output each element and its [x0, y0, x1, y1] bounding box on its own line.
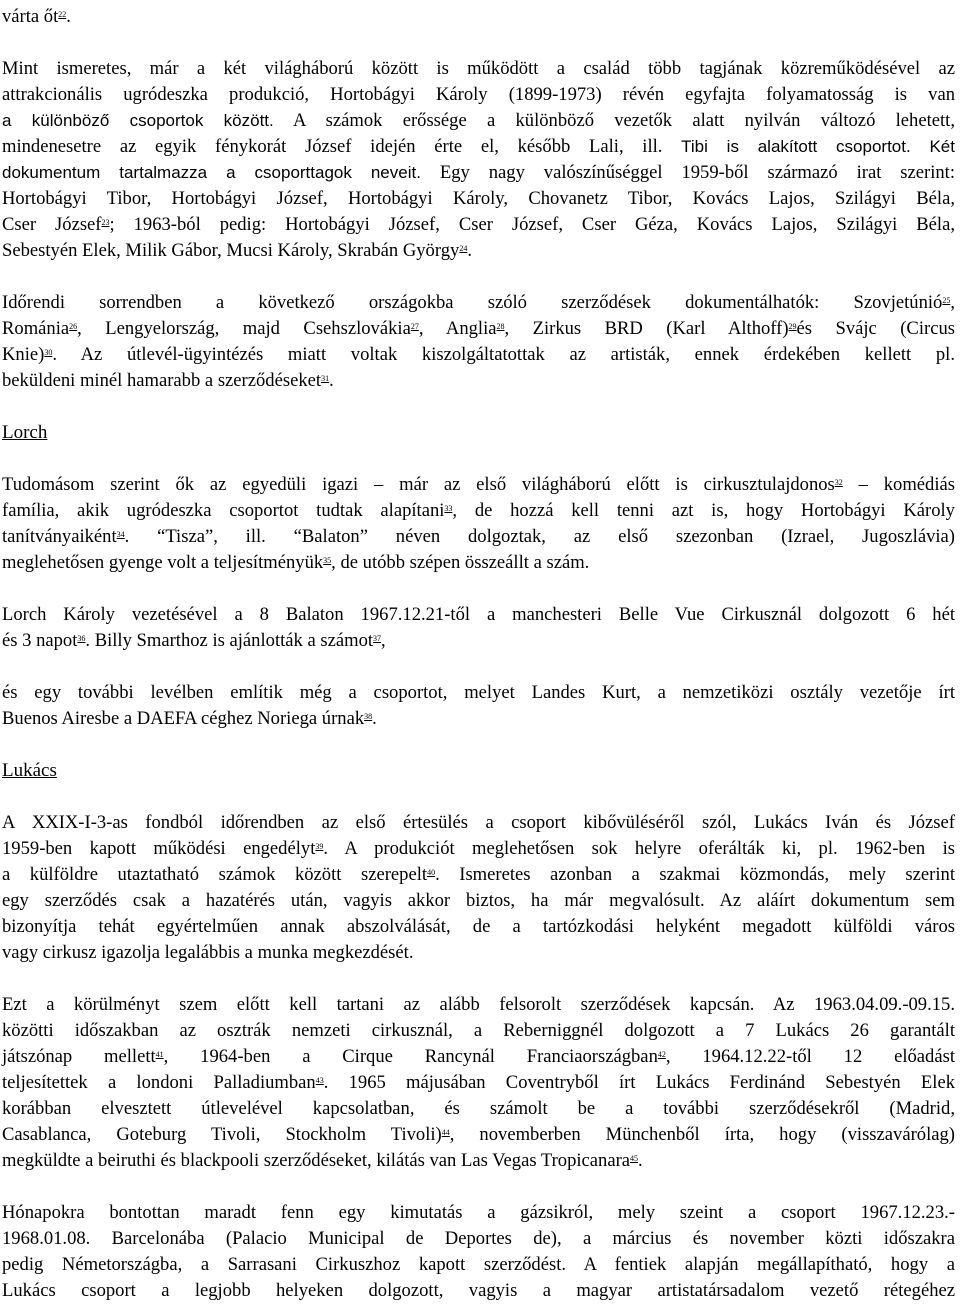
text-segment: . — [329, 370, 334, 391]
text-segment: , novemberben Münchenből írta, hogy (visszavárólag) — [449, 1124, 955, 1145]
text-segment: , 1964-ben a Cirque Rancynál Franciaországban — [163, 1046, 658, 1067]
section-heading — [2, 758, 955, 784]
footnote-link[interactable]: 25 — [942, 296, 951, 305]
text-line — [2, 836, 955, 862]
text-segment: . — [638, 1150, 643, 1171]
footnote-link[interactable]: 28 — [496, 322, 505, 331]
text-segment: A XXIX-I-3-as fondból időrendben az első értesülés a csoport kibővüléséről szól, Lukács Iván és József — [2, 812, 955, 833]
text-segment: , — [381, 630, 386, 651]
text-segment: bizonyítja tehát egyértelműen annak abszolválását, de a tartózkodási helyként megadott külföldi város — [2, 916, 955, 937]
text-line — [2, 108, 955, 134]
text-segment: . Ismeretes azonban a szakmai közmondás, mely szerint — [435, 864, 955, 885]
text-segment: , Lengyelország, majd Csehszlovákia — [77, 318, 411, 339]
text-line — [2, 186, 955, 212]
text-segment: Ezt a körülményt szem előtt kell tartani az alább felsorolt szerződések kapcsán. Az 1963.04.09.-09.15. — [2, 994, 955, 1015]
text-segment: Lorch Károly vezetésével a 8 Balaton 1967.12.21-től a manchesteri Belle Vue Cirkusznál dolgozott 6 hét — [2, 604, 955, 625]
footnote-link[interactable]: 27 — [410, 322, 419, 331]
text-line — [2, 680, 955, 706]
text-segment: és egy további levélben említik még a csoportot, melyet Landes Kurt, a nemzetiközi osztály vezetője írt — [2, 682, 955, 703]
text-segment: A számok erőssége a különböző vezetők alatt nyilván változó lehetett, — [273, 110, 955, 131]
text-segment: korábban elvesztett útlevelével kapcsolatban, és számolt be a további szerződésekről (Madrid, — [2, 1098, 955, 1119]
text-segment: a különböző csoportok között. — [2, 111, 274, 130]
text-line — [2, 1252, 955, 1278]
text-segment: , de hozzá kell tenni azt is, hogy Hortobágyi Károly — [452, 500, 955, 521]
text-line — [2, 550, 955, 576]
text-segment: és Svájc (Circus — [796, 318, 955, 339]
text-segment: beküldeni minél hamarabb a szerződéseket — [2, 370, 322, 391]
footnote-link[interactable]: 44 — [441, 1128, 450, 1137]
footnote-link[interactable]: 37 — [373, 634, 382, 643]
text-line — [2, 472, 955, 498]
text-segment: mindenesetre az egyik fénykorát József idején érte el, később Lali, ill. — [2, 136, 682, 157]
footnote-link[interactable]: 26 — [69, 322, 78, 331]
text-segment: teljesítettek a londoni Palladiumban — [2, 1072, 316, 1093]
text-segment: Egy nagy valószínűséggel 1959-ből származó irat szerint: — [420, 162, 956, 183]
text-line — [2, 524, 955, 550]
text-segment: , — [950, 292, 955, 313]
text-segment: , 1964.12.22-től 12 előadást — [665, 1046, 955, 1067]
footnote-link[interactable]: 39 — [315, 842, 324, 851]
text-segment: egy szerződés csak a hazatérés után, vagyis akkor biztos, ha már megvalósult. Az aláírt dokumentum sem — [2, 890, 955, 911]
text-segment: attrakcionális ugródeszka produkció, Hortobágyi Károly (1899-1973) révén egyfajta folyamatosság is van — [2, 84, 955, 105]
text-segment: – komédiás — [842, 474, 955, 495]
footnote-link[interactable]: 45 — [630, 1154, 639, 1163]
text-segment: . — [467, 240, 472, 261]
text-line — [2, 316, 955, 342]
text-segment: . Az útlevél-ügyintézés miatt voltak kiszolgáltatottak az artisták, ennek érdekében kellett pl. — [52, 344, 955, 365]
footnote-link[interactable]: 40 — [427, 868, 436, 877]
footnote-link[interactable]: 34 — [116, 530, 125, 539]
text-segment: , Anglia — [418, 318, 497, 339]
text-segment: . “Tisza”, ill. “Balaton” néven dolgoztak, az első szezonban (Izrael, Jugoszlávia) — [124, 526, 955, 547]
text-segment: Cser József — [2, 214, 102, 235]
text-line — [2, 4, 955, 30]
text-line — [2, 238, 955, 264]
text-segment: . A produkciót meglehetősen sok helyre oferálták ki, pl. 1962-ben is — [323, 838, 955, 859]
footnote-link[interactable]: 43 — [315, 1076, 324, 1085]
text-line — [2, 160, 955, 186]
text-line — [2, 1070, 955, 1096]
text-segment: Buenos Airesbe a DAEFA céghez Noriega úrnak — [2, 708, 365, 729]
text-line — [2, 56, 955, 82]
text-segment: Casablanca, Goteburg Tivoli, Stockholm Tivoli) — [2, 1124, 442, 1145]
text-segment: megküldte a beiruthi és blackpooli szerződéseket, kilátás van Las Vegas Tropicanara — [2, 1150, 631, 1171]
text-line — [2, 134, 955, 160]
text-segment: dokumentum tartalmazza a csoporttagok neveit. — [2, 163, 421, 182]
text-line — [2, 1226, 955, 1252]
text-segment: Tudomásom szerint ők az egyedüli igazi – már az első világháború előtt is cirkusztulajdonos — [2, 474, 835, 495]
text-line — [2, 1096, 955, 1122]
text-line — [2, 940, 955, 966]
text-line — [2, 342, 955, 368]
text-segment: , Zirkus BRD (Karl Althoff) — [504, 318, 789, 339]
text-line — [2, 498, 955, 524]
text-segment: Lukács csoport a legjobb helyeken dolgozott, vagyis a magyar artistatársadalom vezető rétegéhez — [2, 1280, 955, 1301]
text-segment: közötti időszakban az osztrák nemzeti cirkusznál, a Reberniggnél dolgozott a 7 Lukács 26 garantált — [2, 1020, 955, 1041]
text-segment: játszónap mellett — [2, 1046, 156, 1067]
section-heading-text: Lukács — [2, 760, 57, 781]
text-line — [2, 914, 955, 940]
text-line — [2, 1044, 955, 1070]
text-line — [2, 810, 955, 836]
text-line — [2, 212, 955, 238]
footnote-link[interactable]: 22 — [58, 10, 67, 19]
footnote-link[interactable]: 42 — [657, 1050, 666, 1059]
text-line — [2, 368, 955, 394]
text-segment: Hónapokra bontottan maradt fenn egy kimutatás a gázsikról, mely szeint a csoport 1967.12.23.- — [2, 1202, 955, 1223]
text-line — [2, 1122, 955, 1148]
text-line — [2, 1148, 955, 1174]
footnote-link[interactable]: 41 — [155, 1050, 164, 1059]
text-segment: . — [372, 708, 377, 729]
text-line — [2, 992, 955, 1018]
footnote-link[interactable]: 24 — [459, 244, 468, 253]
footnote-link[interactable]: 33 — [444, 504, 453, 513]
text-segment: . — [66, 6, 71, 27]
text-segment: Románia — [2, 318, 70, 339]
text-segment: 1968.01.08. Barcelonába (Palacio Municipal de Deportes de), a március és november közti időszakra — [2, 1228, 955, 1249]
footnote-link[interactable]: 31 — [321, 374, 330, 383]
footnote-link[interactable]: 29 — [788, 322, 797, 331]
text-segment: Tibi is alakított csoportot. Két — [681, 137, 955, 156]
text-segment: ; 1963-ból pedig: Hortobágyi József, Cser József, Cser Géza, Kovács Lajos, Szilágyi Béla, — [109, 214, 955, 235]
text-segment: . Billy Smarthoz is ajánlották a számot — [85, 630, 374, 651]
text-line — [2, 290, 955, 316]
text-segment: pedig Németországba, a Sarrasani Cirkuszhoz kapott szerződést. A fentiek alapján megállapítható, hogy a — [2, 1254, 955, 1275]
footnote-link[interactable]: 36 — [77, 634, 86, 643]
footnote-link[interactable]: 32 — [834, 478, 843, 487]
text-line — [2, 1200, 955, 1226]
text-segment: vagy cirkusz igazolja legalábbis a munka megkezdését. — [2, 942, 414, 963]
text-segment: Hortobágyi Tibor, Hortobágyi József, Hortobágyi Károly, Chovanetz Tibor, Kovács Lajos, Szilágyi Béla, — [2, 188, 955, 209]
text-line — [2, 628, 955, 654]
footnote-link[interactable]: 23 — [101, 218, 110, 227]
text-line — [2, 706, 955, 732]
text-line — [2, 1018, 955, 1044]
text-segment: tanítványaiként — [2, 526, 117, 547]
section-heading — [2, 420, 955, 446]
text-segment: Mint ismeretes, már a két világháború között is működött a család több tagjának közreműködésével az — [2, 58, 955, 79]
text-segment: . 1965 májusában Coventryből írt Lukács Ferdinánd Sebestyén Elek — [323, 1072, 955, 1093]
text-segment: Knie) — [2, 344, 45, 365]
text-segment: Időrendi sorrendben a következő országokba szóló szerződések dokumentálhatók: Szovjetúnió — [2, 292, 943, 313]
text-line — [2, 1278, 955, 1304]
text-segment: , de utóbb szépen összeállt a szám. — [331, 552, 590, 573]
text-line — [2, 888, 955, 914]
text-segment: várta őt — [2, 6, 59, 27]
footnote-link[interactable]: 35 — [323, 556, 332, 565]
section-heading-text: Lorch — [2, 422, 48, 443]
text-segment: 1959-ben kapott működési engedélyt — [2, 838, 316, 859]
text-segment: és 3 napot — [2, 630, 78, 651]
text-segment: Sebestyén Elek, Milik Gábor, Mucsi Károly, Skrabán György — [2, 240, 460, 261]
text-line — [2, 862, 955, 888]
footnote-link[interactable]: 38 — [364, 712, 373, 721]
text-line — [2, 82, 955, 108]
footnote-link[interactable]: 30 — [44, 348, 53, 357]
text-segment: a külföldre utaztatható számok között szerepelt — [2, 864, 428, 885]
text-line — [2, 602, 955, 628]
text-segment: família, akik ugródeszka csoportot tudtak alapítani — [2, 500, 445, 521]
text-segment: meglehetősen gyenge volt a teljesítményük — [2, 552, 324, 573]
